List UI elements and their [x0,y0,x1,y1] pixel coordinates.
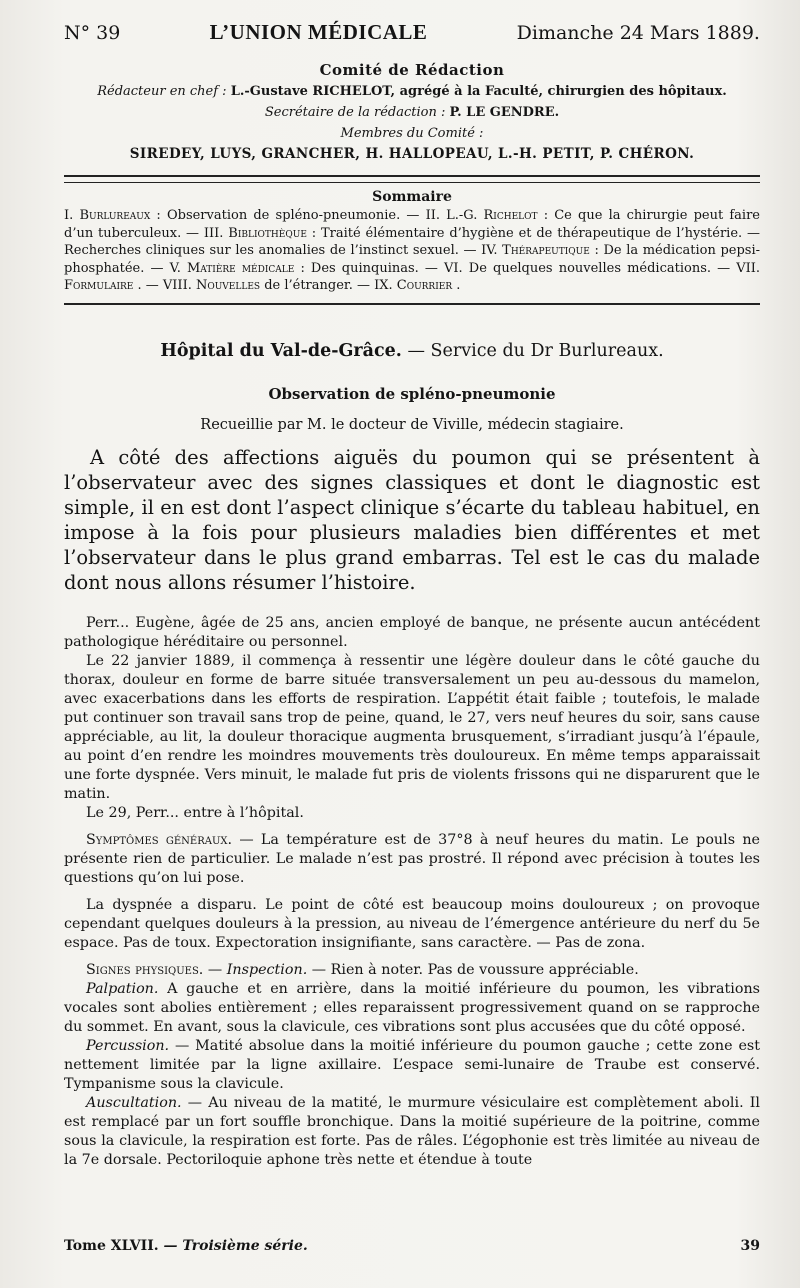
sommaire-item-number: V. [169,260,187,276]
chief-editor-line [64,81,760,102]
secretary-line [64,102,760,123]
sommaire-item [444,261,736,276]
paragraph-text: — Matité absolue dans la moitié inférieure du poumon gauche ; cette zone est nettement limitée par la ligne axillaire. L’espace semi-lunaire de Traube est conservé. Tympanisme sous la clavicule. [64,1038,760,1092]
sommaire-item-text: de l’étranger. — [264,278,375,293]
hospital-name: Hôpital du Val-de-Grâce. [160,340,402,361]
sommaire-item [64,208,426,223]
divider [64,175,760,183]
sommaire-item-text: . — [137,278,163,293]
subsection-label: Auscultation. [86,1095,182,1111]
paragraph: Perr... Eugène, âgée de 25 ans, ancien employé de banque, ne présente aucun antécédent pathologique héréditaire ou personnel. [64,615,760,650]
editorial-committee [64,60,760,165]
volume-info [64,1238,308,1254]
sommaire-item-number: IV. [481,243,503,258]
chief-name: L.-Gustave RICHELOT, agrégé à la Faculté, chirurgien des hôpitaux. [230,84,727,99]
paragraph-text: — La température est de 37°8 à neuf heures du matin. Le pouls ne présente rien de particulier. Le malade n’est pas prostré. Il répond avec précision à toutes les questions qu’on lui pose. [64,832,760,886]
subsection-label: Percussion. [86,1038,170,1054]
sommaire-item-text: . [456,278,461,293]
paragraph-text: — Au niveau de la matité, le murmure vésiculaire est complètement aboli. Il est remplacé par un fort souffle bronchique. Dans la moitié supérieure de la poitrine, comme sous la clavicule, la respiration est forte. Pas de râles. L’égophonie est très limitée au niveau de la 7e dorsale. Pectoriloquie aphone très nette et étendue à toute [64,1095,760,1168]
chief-label: Rédacteur en chef : [97,84,227,99]
paragraph [64,831,760,888]
sommaire-item-number: II. [425,208,447,223]
sommaire-item [170,261,444,276]
members-list: SIREDEY, LUYS, GRANCHER, H. HALLOPEAU, L.-H. PETIT, P. CHÉRON. [129,146,695,162]
paragraph [64,980,760,1037]
sommaire-item-number: VI. [444,260,469,276]
article-body [64,614,760,1170]
issue-number: N° 39 [64,22,121,44]
secretary-label: Secrétaire de la rédaction : [264,105,446,120]
service-name: — Service du Dr Burlureaux. [407,340,664,361]
members-label: Membres du Comité : [340,126,484,141]
paragraph [64,1037,760,1094]
sommaire-item [163,278,374,293]
article-title: Observation de spléno-pneumonie [268,384,556,403]
volume-number: Tome XLVII. [64,1238,159,1254]
paragraph: Signes physiques. — Inspection. — Rien à noter. Pas de voussure appréciable. [86,962,639,978]
paragraph-text: — Rien à noter. Pas de voussure appréciable. [307,962,639,978]
sommaire-item-text: : Des quinquinas. — [300,260,445,276]
paragraph: Le 29, Perr... entre à l’hôpital. [86,805,304,821]
page-footer [64,1238,760,1254]
sommaire-title: Sommaire [372,189,452,205]
running-head [64,0,760,50]
sommaire-item-text: De quelques nouvelles médications. — [468,260,737,276]
section-label: Signes physiques. [86,962,204,978]
sommaire-item-rubric: Burlureaux [79,208,157,223]
article-byline: Recueillie par M. le docteur de Viville, médecin stagiaire. [200,416,624,433]
sommaire-item-rubric: Nouvelles [195,278,265,293]
paragraph: Le 22 janvier 1889, il commença à ressentir une légère douleur dans le côté gauche du thorax, douleur en forme de barre située transversalement un peu au-dessous du mamelon, avec exacerbations dans les efforts de respiration. L’appétit était faible ; toutefois, le malade put continuer son travail sans trop de peine, quand, le 27, vers neuf heures du soir, sans cause appréciable, au lit, la douleur thoracique augmenta brusquement, s’irradiant jusqu’à l’épaule, au point d’en rendre les moindres mouvements très douloureux. En même temps apparaissait une forte dyspnée. Vers minuit, le malade fut pris de violents frissons qui ne disparurent que le matin. [64,653,760,802]
sommaire-item [374,278,460,293]
sommaire-item-text: : Observation de spléno-pneumonie. — [156,208,426,223]
sommaire-item-text: : De la médication pepsi-phosphatée. — [64,243,761,276]
sommaire-item-rubric: Thérapeutique [502,243,595,258]
sommaire-item-number: IX. [374,278,397,293]
series-label: — Troisième série. [163,1238,308,1254]
section-label: Symptômes généraux. [86,832,233,848]
sommaire-item-number: III. [203,225,229,241]
sommaire-item-rubric: Bibliothèque [228,225,312,241]
committee-title: Comité de Rédaction [319,61,505,79]
sommaire-list [64,207,760,295]
paragraph: La dyspnée a disparu. Le point de côté est beaucoup moins douloureux ; on provoque cependant quelques douleurs à la pression, au niveau de l’émergence antérieure du nerf du 5e espace. Pas de toux. Expectoration insignifiante, sans caractère. — Pas de zona. [64,897,760,951]
sommaire-item-rubric: Formulaire [64,278,138,293]
secretary-name: P. LE GENDRE. [449,105,560,120]
sommaire-item-number: I. [64,208,80,223]
sommaire-item-text: : Ce que la chirurgie peut faire d’un tuberculeux. — [64,208,760,241]
hospital-heading [64,341,760,361]
paragraph-text: A gauche et en arrière, dans la moitié inférieure du poumon, les vibrations vocales sont abolies entièrement ; elles reparaissent progressivement quand on se rapproche du sommet. En avant, sous la clavicule, ces vibrations sont plus accusées que du côté opposé. [64,981,760,1035]
subsection-label: Inspection. [226,962,308,978]
sommaire-item-rubric: L.-G. Richelot [446,208,544,223]
sommaire-item-text: : Traité élémentaire d’hygiène et de thérapeutique de l’hystérie. — Recherches cliniques sur les anomalies de l’instinct sexuel. — [64,225,760,258]
journal-title: L’UNION MÉDICALE [209,20,428,44]
sommaire-item-number: VII. [736,260,761,276]
paragraph [64,1094,760,1170]
sommaire-item-rubric: Matière médicale [186,260,301,276]
sommaire-item-rubric: Courrier [396,278,457,293]
sommaire-item-number: VIII. [162,278,196,293]
lead-paragraph: A côté des affections aiguës du poumon qui se présentent à l’observateur avec des signes classiques et dont le diagnostic est simple, il en est dont l’aspect clinique s’écarte du tableau habituel, en impose à la fois pour plusieurs maladies bien différentes et met l’observateur dans le plus grand embarras. Tel est le cas du malade dont nous allons résumer l’histoire. [64,445,760,594]
issue-date: Dimanche 24 Mars 1889. [516,22,760,44]
page-number: 39 [740,1238,760,1254]
divider [64,303,760,305]
subsection-label: Palpation. [86,981,159,997]
